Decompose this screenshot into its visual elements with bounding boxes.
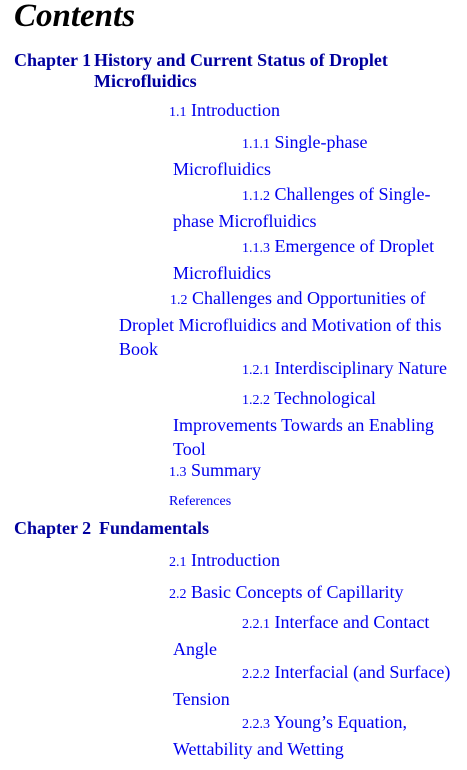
section-number: 2.2.2 [242, 667, 270, 682]
section-number: 1.1 [169, 105, 187, 120]
toc-entry-1-1[interactable] [169, 98, 280, 125]
chapter-1-title-line1: History and Current Status of Droplet [94, 50, 388, 70]
toc-entry-1-1-3[interactable] [173, 234, 434, 285]
section-number: 1.2.2 [242, 393, 270, 408]
section-title: Basic Concepts of Capillarity [191, 582, 404, 602]
section-number: 1.1.1 [242, 137, 270, 152]
toc-entry-1-3[interactable] [169, 458, 261, 485]
toc-entry-2-2-1[interactable] [173, 610, 429, 661]
section-title-line1: Technological [274, 388, 376, 408]
chapter-1-link[interactable] [14, 50, 454, 92]
section-title-line3: Tool [173, 439, 206, 459]
section-title-line3: Book [119, 339, 159, 359]
section-title-line2: Tension [173, 689, 230, 709]
section-title-line1: Interfacial (and Surface) [274, 662, 451, 682]
toc-entry-2-1[interactable] [169, 548, 280, 575]
contents-heading: Contents [14, 0, 136, 34]
section-number: 2.1 [169, 555, 187, 570]
chapter-2-label: Chapter 2 [14, 518, 92, 538]
toc-entry-2-2[interactable] [169, 580, 403, 607]
section-number: 1.1.2 [242, 189, 270, 204]
section-number: 2.2.1 [242, 617, 270, 632]
section-title-line2: Improvements Towards an Enabling [173, 415, 434, 435]
section-title-line2: Angle [173, 639, 217, 659]
chapter-2-link[interactable] [14, 518, 454, 540]
toc-entry-1-1-2[interactable] [173, 182, 430, 233]
toc-entry-1-2[interactable] [119, 286, 441, 361]
section-title-line2: phase Microfluidics [173, 211, 317, 231]
section-number: 1.1.3 [242, 241, 270, 256]
section-title-line1: Interface and Contact [274, 612, 430, 632]
toc-entry-1-1-1[interactable] [173, 130, 367, 181]
section-title: Summary [191, 460, 261, 480]
section-title-line2: Wettability and Wetting [173, 739, 344, 759]
section-number: 1.3 [169, 465, 187, 480]
chapter-2-title: Fundamentals [99, 518, 210, 538]
section-title-line1: Challenges and Opportunities of [192, 288, 426, 308]
section-number: 1.2 [170, 293, 188, 308]
section-title-line2: Microfluidics [173, 263, 271, 283]
toc-entry-1-2-2[interactable] [173, 386, 434, 461]
chapter-1-label: Chapter 1 [14, 50, 92, 70]
toc-entry-2-2-2[interactable] [173, 660, 450, 711]
section-title: Introduction [191, 100, 280, 120]
toc-entry-references[interactable]: References [169, 494, 232, 509]
toc-entry-2-2-3[interactable] [173, 710, 407, 761]
section-number: 1.2.1 [242, 363, 270, 378]
section-title-line1: Challenges of Single- [274, 184, 431, 204]
section-title-line2: Microfluidics [173, 159, 271, 179]
toc-entry-1-2-1[interactable] [242, 356, 447, 383]
section-title: Interdisciplinary Nature [274, 358, 447, 378]
section-title: Introduction [191, 550, 280, 570]
section-title-line2: Droplet Microfluidics and Motivation of this [119, 315, 442, 335]
section-title-line1: Young’s Equation, [273, 712, 408, 732]
chapter-1-title-line2: Microfluidics [94, 71, 197, 91]
section-title-line1: Single-phase [274, 132, 368, 152]
section-number: 2.2 [169, 587, 187, 602]
section-number: 2.2.3 [242, 717, 270, 732]
section-title-line1: Emergence of Droplet [274, 236, 435, 256]
